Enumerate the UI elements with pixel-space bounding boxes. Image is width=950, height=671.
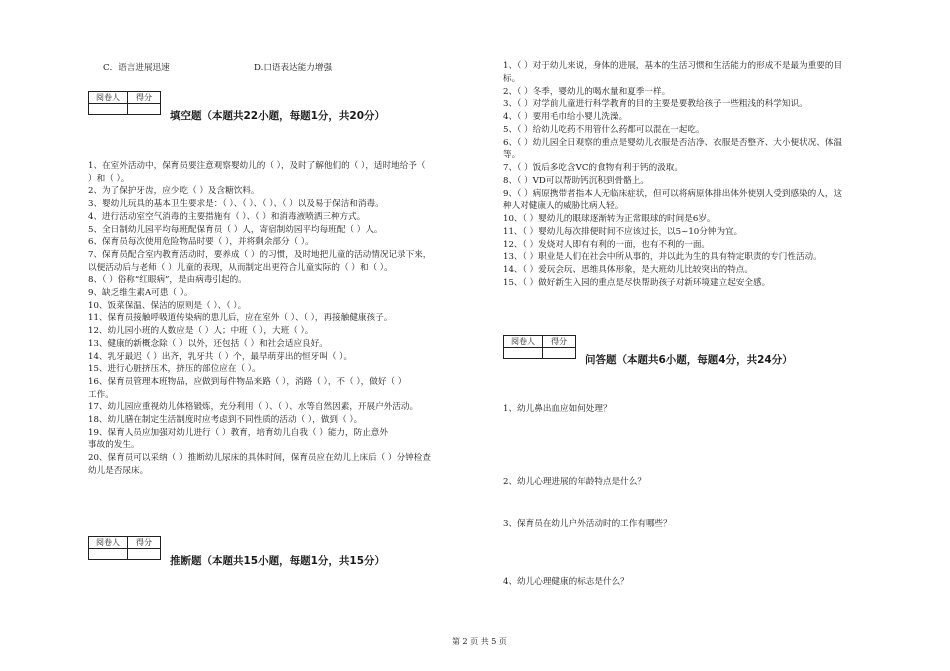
score-table-reviewer-label: 阅卷人 bbox=[89, 92, 128, 104]
fill-question-line: 幼儿是否尿床。 bbox=[88, 465, 149, 476]
page-number: 第 2 页 共 5 页 bbox=[452, 637, 507, 646]
fill-question-line: 2、为了保护牙齿，应少吃（ ）及含糖饮料。 bbox=[88, 186, 260, 197]
judge-question-line: 4、（ ）要用毛巾给小婴儿洗澡。 bbox=[503, 112, 628, 122]
judge-question-line: 9、（ ）病原携带者指本人无临床症状，但可以将病原体排出体外使别人受到感染的人，这 bbox=[503, 188, 843, 199]
fill-section-title: 填空题（本题共22小题，每题1分，共20分） bbox=[170, 110, 386, 122]
fill-question-line: 13、健康的新概念除（ ）以外，还包括（ ）和社会适应良好。 bbox=[88, 338, 328, 349]
fill-question-line: 事故的发生。 bbox=[88, 440, 140, 451]
score-table-reviewer-label: 阅卷人 bbox=[89, 537, 128, 549]
fill-question-line: 15、进行心脏挤压术，挤压的部位应在（ ）。 bbox=[88, 364, 261, 375]
judge-question-line: 2、（ ）冬季，婴幼儿的喝水量和夏季一样。 bbox=[503, 86, 671, 97]
score-table-judge bbox=[88, 536, 161, 560]
fill-question-line: 14、乳牙最迟（ ）出齐，乳牙共（ ）个，最早萌芽出的恒牙叫（ ）。 bbox=[88, 351, 353, 362]
fill-question-line: 11、保育员接触呼吸道传染病的患儿后，应在室外（ ）、（ ），再接触健康孩子。 bbox=[88, 313, 393, 324]
judge-question-line: 6、（ ）幼儿园全日观察的重点是婴幼儿衣服是否洁净、衣服是否整齐、大小便状况、体温 bbox=[503, 137, 843, 148]
option-d: D.口语表达能力增强 bbox=[254, 63, 333, 73]
fill-question-line: 1、在室外活动中，保育员要注意观察婴幼儿的（ ），及时了解他们的（ ），适时地给予（ bbox=[88, 161, 426, 171]
score-table-score-label: 得分 bbox=[128, 537, 161, 549]
judge-question-line: 种人对健康人的威胁比病人轻。 bbox=[503, 201, 624, 212]
fill-question-line: 18、幼儿膳在制定生活制度时应考虑到不同性质的活动（ ），做到（ ）。 bbox=[88, 415, 363, 425]
fill-question-line: 10、饭菜保温、保洁的原则是（ ）、（ ）。 bbox=[88, 300, 247, 311]
qa-section-title: 问答题（本题共6小题，每题4分，共24分） bbox=[585, 354, 793, 366]
judge-question-line: 15、（ ）做好新生入园的重点是尽快帮助孩子对新环境建立起安全感。 bbox=[503, 277, 771, 288]
judge-question-line: 等。 bbox=[503, 150, 521, 161]
fill-question-line: 19、保育人员应加强对幼儿进行（ ）教育，培育幼儿自我（ ）能力，防止意外 bbox=[88, 427, 388, 438]
fill-question-line: 工作。 bbox=[88, 389, 114, 400]
judge-question-line: 3、（ ）对学前儿童进行科学教育的目的主要是要教给孩子一些粗浅的科学知识。 bbox=[503, 99, 808, 110]
score-table-reviewer-label: 阅卷人 bbox=[504, 336, 543, 348]
option-c: C．语言进展迅速 bbox=[103, 63, 170, 73]
fill-question-line: 16、保育员管理本班物品，应做到每件物品来路（ ），消路（ ），不（ ），做好（ ） bbox=[88, 376, 407, 387]
judge-section-title: 推断题（本题共15小题，每题1分，共15分） bbox=[170, 555, 386, 567]
score-table-qa bbox=[503, 335, 576, 359]
score-table-score-label: 得分 bbox=[128, 92, 161, 104]
fill-question-line: 3、婴幼儿玩具的基本卫生要求是：（ ）、（ ）、（ ）、（ ）以及易于保洁和消毒。 bbox=[88, 199, 384, 210]
score-table-score-label: 得分 bbox=[543, 336, 576, 348]
qa-question: 4、幼儿心理健康的标志是什么？ bbox=[503, 577, 629, 587]
fill-question-line: 20、保育员可以采纳（ ）推断幼儿尿床的具体时间，保育员应在幼儿上床后（ ）分钟检查 bbox=[88, 453, 431, 464]
qa-question: 3、保育员在幼儿户外活动时的工作有哪些？ bbox=[503, 519, 672, 529]
qa-question: 1、幼儿鼻出血应如何处理？ bbox=[503, 404, 612, 414]
judge-question-line: 8、（ ）VD可以帮助钙沉积到骨骼上。 bbox=[503, 175, 649, 186]
fill-question-line: 8、（ ）俗称“红眼病”，是由病毒引起的。 bbox=[88, 275, 247, 286]
judge-question-line: 12、（ ）发烧对人即有有利的一面，也有不利的一面。 bbox=[503, 239, 711, 250]
qa-question: 2、幼儿心理进展的年龄特点是什么？ bbox=[503, 477, 646, 487]
score-table-fill bbox=[88, 91, 161, 115]
fill-question-line: ）和（ ）。 bbox=[88, 173, 130, 184]
judge-question-line: 13、（ ）职业是人们在社会中所从事的，并以此为生的具有特定职责的专门性活动。 bbox=[503, 252, 822, 263]
judge-question-line: 10、（ ）婴幼儿的眼球逐渐转为正常眼球的时间是6岁。 bbox=[503, 214, 716, 224]
judge-question-line: 1、（ ）对于幼儿来说，身体的进展，基本的生活习惯和生活能力的形成不是最为重要的目 bbox=[503, 61, 843, 71]
judge-question-line: 7、（ ）饭后多吃含VC的食物有利于钙的汲取。 bbox=[503, 163, 683, 173]
fill-question-line: 6、保育员每次使用危险物品时要（ ），并将剩余部分（ ）。 bbox=[88, 237, 314, 248]
fill-question-line: 7、保育员配合室内教育活动时，要养成（ ）的习惯，及时地把儿童的活动情况记录下来， bbox=[88, 249, 432, 260]
judge-question-line: 5、（ ）给幼儿吃药不用管什么药都可以混在一起吃。 bbox=[503, 124, 705, 135]
judge-question-line: 14、（ ）爱玩会玩、思维具体形象，是大班幼儿比较突出的特点。 bbox=[503, 265, 753, 275]
fill-question-line: 17、幼儿园应重视幼儿体格锻炼，充分利用（ ）、（ ）、水等自然因素，开展户外活动。 bbox=[88, 402, 419, 413]
fill-question-line: 以便活动后与老师（ ）儿童的表现，从而制定出更符合儿童实际的（ ）和（ ）。 bbox=[88, 262, 393, 273]
fill-question-line: 4、进行活动室空气消毒的主要措施有（ ）、（ ）和消毒液喷洒三种方式。 bbox=[88, 211, 366, 222]
fill-question-line: 9、缺乏维生素A可患（ ）。 bbox=[88, 288, 193, 298]
judge-question-line: 标。 bbox=[503, 73, 521, 84]
fill-question-line: 12、幼儿园小班的人数应是（ ）人；中班（ ），大班（ ）。 bbox=[88, 326, 314, 337]
judge-question-line: 11、（ ）婴幼儿每次排便时间不应该过长，以5~10分钟为宜。 bbox=[503, 226, 743, 237]
fill-question-line: 5、全日制幼儿园平均每班配保育员（ ）人，寄宿制幼园平均每班配（ ）人。 bbox=[88, 224, 383, 235]
